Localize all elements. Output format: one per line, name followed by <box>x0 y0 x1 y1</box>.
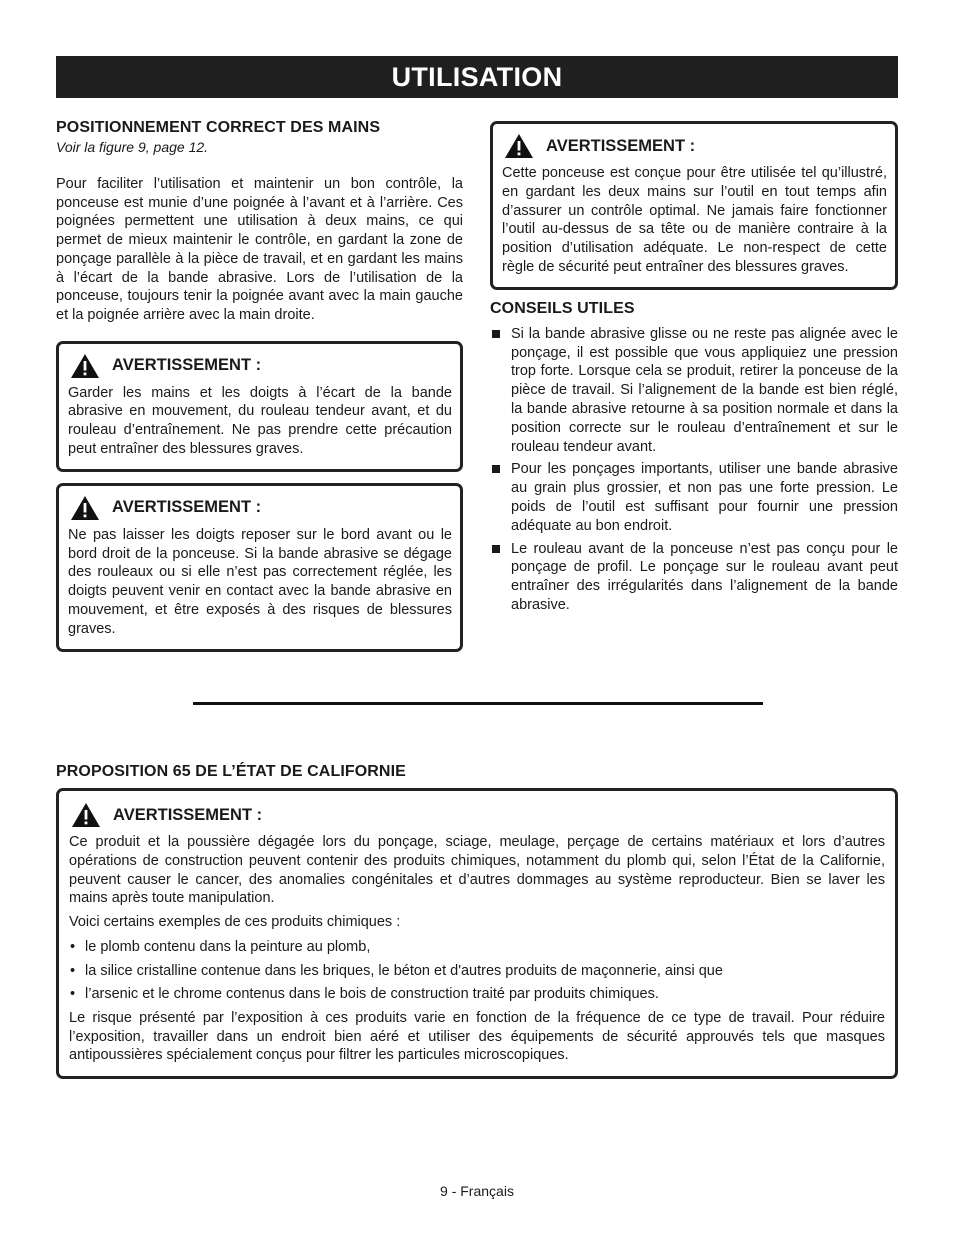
tips-heading: CONSEILS UTILES <box>490 299 635 317</box>
prop65-paragraph-3: Le risque présenté par l’exposition à ces produits varie en fonction de la fréquence de ce type de travail. Pour réduire l’exposition, travailler dans un endroit bien aéré et utiliser des équipements de sécurité approuvés tels que masques antipoussières spécialement conçus pour filtrer les particules microscopiques. <box>69 1009 885 1064</box>
list-item: • l’arsenic et le chrome contenus dans le bois de construction traité par produits chimiques. <box>69 985 885 1004</box>
prop65-heading: PROPOSITION 65 DE L’ÉTAT DE CALIFORNIE <box>56 763 406 780</box>
tips-list <box>490 325 898 615</box>
warning-box-fingers <box>56 483 463 652</box>
list-item: • le plomb contenu dans la peinture au plomb, <box>69 938 885 957</box>
warning-text: Ne pas laisser les doigts reposer sur le bord avant ou le bord droit de la ponceuse. Si la bande abrasive se dégage des rouleaux ou si elle n’est pas correctement réglée, les doigts peuvent venir en contact avec la bande abrasive en mouvement, et être exposés à des risques de blessures graves. <box>68 526 452 637</box>
warning-text: Garder les mains et les doigts à l’écart de la bande abrasive en mouvement, du rouleau tendeur avant, et du rouleau d’entraînement. Ne pas prendre cette précaution peut entraîner des blessures graves. <box>68 384 452 458</box>
section-divider <box>193 702 763 705</box>
figure-reference: Voir la figure 9, page 12. <box>56 139 209 155</box>
list-item: Le rouleau avant de la ponceuse n’est pas conçu pour le ponçage de profil. Le ponçage sur le rouleau avant peut entraîner des irrégularités dans l’alignement de la bande abrasive. <box>490 540 898 615</box>
left-column <box>56 118 463 652</box>
warning-triangle-icon <box>70 353 100 379</box>
list-item: Pour les ponçages importants, utiliser une bande abrasive au grain plus grossier, et non pas une forte pression. Le poids de l’outil est suffisant pour fournir une pression adéquate au bon endroit. <box>490 460 898 535</box>
list-item: Si la bande abrasive glisse ou ne reste pas alignée avec le ponçage, il est possible que vous appliquiez une pression trop forte. Lorsque cela se produit, retirer la ponceuse de la pièce de travail. Si l’alignement de la bande est bien réglé, la bande abrasive retourne à sa position normale et dans la position correcte sur le rouleau d’entraînement et sur le rouleau tendeur avant. <box>490 325 898 457</box>
warning-text: Cette ponceuse est conçue pour être utilisée tel qu’illustré, en gardant les deux mains sur l’outil en tout temps afin d’assurer un contrôle optimal. Ne jamais faire fonctionner l’outil au-dessus de sa tête ou de manière contraire à la position d’utilisation adéquate. Le non-respect de cette règle de sécurité peut entraîner des blessures graves. <box>502 165 887 275</box>
chemicals-list <box>69 938 885 1004</box>
page-number: 9 - Français <box>440 1183 514 1199</box>
warning-box-prop65 <box>56 788 898 1079</box>
warning-title: AVERTISSEMENT : <box>546 136 696 155</box>
warning-triangle-icon <box>71 802 101 828</box>
warning-triangle-icon <box>504 133 534 159</box>
hand-position-heading: POSITIONNEMENT CORRECT DES MAINS <box>56 119 381 136</box>
warning-box-hands <box>56 341 463 472</box>
hand-position-body: Pour faciliter l’utilisation et maintenir un bon contrôle, la ponceuse est munie d’une poignée à l’avant et à l’arrière. Ces poignées permettent une utilisation à deux mains, ce qui permet de mieux maintenir le contrôle, en gardant la zone de ponçage parallèle à la pièce de travail, et en gardant les mains à l’écart de la bande abrasive. Lors de l’utilisation de la ponceuse, toujours tenir la poignée avant avec la main gauche et la poignée arrière avec la main droite. <box>56 176 463 323</box>
warning-title: AVERTISSEMENT : <box>113 805 263 824</box>
page-title: UTILISATION <box>56 56 898 98</box>
warning-title: AVERTISSEMENT : <box>112 498 262 517</box>
warning-title: AVERTISSEMENT : <box>112 356 262 375</box>
prop65-section <box>56 762 898 1079</box>
right-column <box>490 121 898 619</box>
warning-triangle-icon <box>70 495 100 521</box>
prop65-paragraph-2: Voici certains exemples de ces produits chimiques : <box>69 914 401 931</box>
prop65-paragraph-1: Ce produit et la poussière dégagée lors du ponçage, sciage, meulage, perçage de certains matériaux et lors d’autres opérations de construction peuvent contenir des produits chimiques, notamment du plomb qui, selon l’État de la Californie, peuvent causer le cancer, des anomalies congénitales et d’autres dommages au système reproducteur. Bien se laver les mains après toute manipulation. <box>69 834 885 907</box>
list-item: • la silice cristalline contenue dans les briques, le béton et d'autres produits de maçonnerie, ainsi que <box>69 962 885 981</box>
warning-box-operation <box>490 121 898 290</box>
